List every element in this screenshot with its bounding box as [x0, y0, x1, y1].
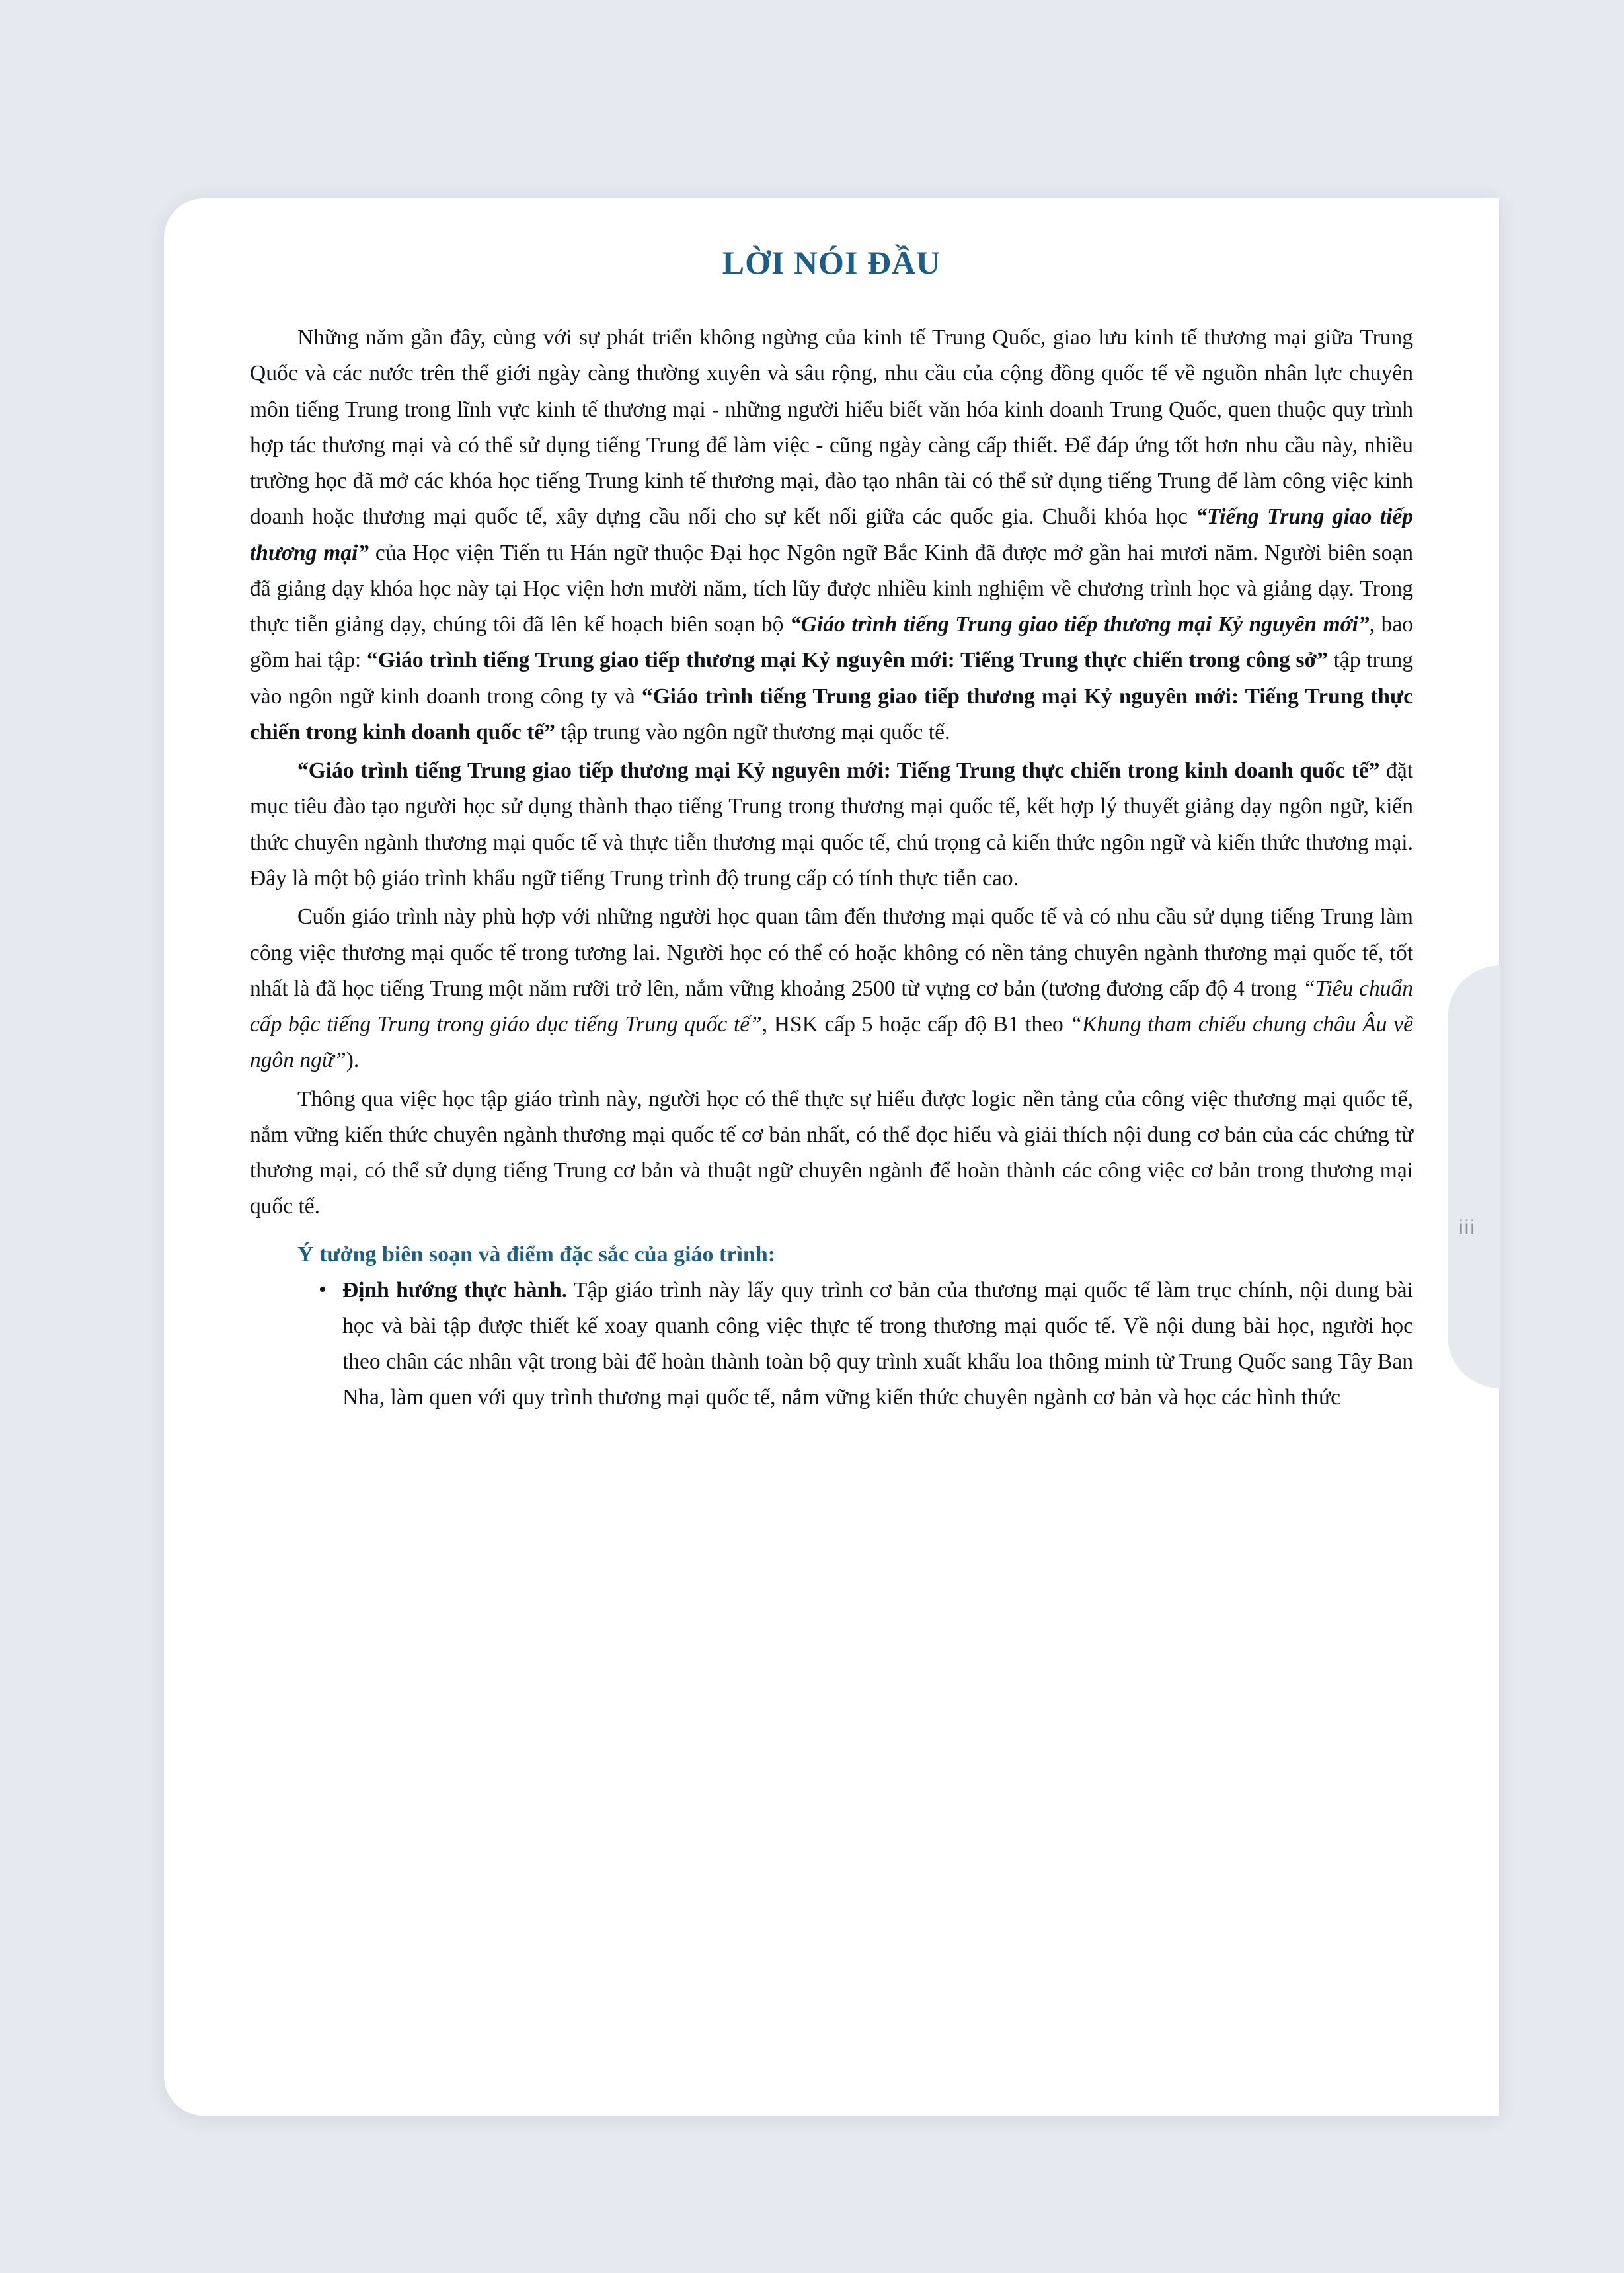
paragraph: “Giáo trình tiếng Trung giao tiếp thương mại Kỷ nguyên mới: Tiếng Trung thực chiến trong kinh doanh quốc tế” đặt mục tiêu đào tạo người học sử dụng thành thạo tiếng Trung trong thương mại quốc tế, kết hợp lý thuyết giảng dạy ngôn ngữ, kiến thức chuyên ngành thương mại quốc tế và thực tiễn thương mại quốc tế, chú trọng cả kiến thức ngôn ngữ và kiến thức thương mại. Đây là một bộ giáo trình khẩu ngữ tiếng Trung trình độ trung cấp có tính thực tiễn cao.	[250, 758, 1413, 891]
paragraph: Thông qua việc học tập giáo trình này, người học có thể thực sự hiểu được logic nền tảng của công việc thương mại quốc tế, nắm vững kiến thức chuyên ngành thương mại quốc tế cơ bản nhất, có thể đọc hiểu và giải thích nội dung cơ bản của các chứng từ thương mại, có thể sử dụng tiếng Trung cơ bản và thuật ngữ chuyên ngành để hoàn thành các công việc cơ bản trong thương mại quốc tế.	[250, 1086, 1413, 1219]
section-heading: Ý tưởng biên soạn và điểm đặc sắc của giáo trình:	[297, 1242, 776, 1267]
notch-top-fill	[1446, 919, 1499, 972]
list-item: • Định hướng thực hành. Tập giáo trình này lấy quy trình cơ bản của thương mại quốc tế làm trục chính, nội dung bài học và bài tập được thiết kế xoay quanh công việc thực tế trong thương mại quốc tế. Về nội dung bài học, người học theo chân các nhân vật trong bài để hoàn thành toàn bộ quy trình xuất khẩu loa thông minh từ Trung Quốc sang Tây Ban Nha, làm quen với quy trình thương mại quốc tế, nắm vững kiến thức chuyên ngành cơ bản và học các hình thức	[313, 1273, 1413, 1416]
paragraph: Những năm gần đây, cùng với sự phát triển không ngừng của kinh tế Trung Quốc, giao lưu kinh tế thương mại giữa Trung Quốc và các nước trên thế giới ngày càng thường xuyên và sâu rộng, nhu cầu của cộng đồng quốc tế về nguồn nhân lực chuyên môn tiếng Trung trong lĩnh vực kinh tế thương mại - những người hiểu biết văn hóa kinh doanh Trung Quốc, quen thuộc quy trình hợp tác thương mại và có thể sử dụng tiếng Trung để làm việc - cũng ngày càng cấp thiết. Để đáp ứng tốt hơn nhu cầu này, nhiều trường học đã mở các khóa học tiếng Trung kinh tế thương mại, đào tạo nhân tài có thể sử dụng tiếng Trung để làm công việc kinh doanh hoặc thương mại quốc tế, xây dựng cầu nối cho sự kết nối giữa các quốc gia. Chuỗi khóa học “Tiếng Trung giao tiếp thương mại” của Học viện Tiến tu Hán ngữ thuộc Đại học Ngôn ngữ Bắc Kinh đã được mở gần hai mươi năm. Người biên soạn đã giảng dạy khóa học này tại Học viện hơn mười năm, tích lũy được nhiều kinh nghiệm về chương trình học và giảng dạy. Trong thực tiễn giảng dạy, chúng tôi đã lên kế hoạch biên soạn bộ “Giáo trình tiếng Trung giao tiếp thương mại Kỷ nguyên mới”, bao gồm hai tập: “Giáo trình tiếng Trung giao tiếp thương mại Kỷ nguyên mới: Tiếng Trung thực chiến trong công sở” tập trung vào ngôn ngữ kinh doanh trong công ty và “Giáo trình tiếng Trung giao tiếp thương mại Kỷ nguyên mới: Tiếng Trung thực chiến trong kinh doanh quốc tế” tập trung vào ngôn ngữ thương mại quốc tế.	[250, 325, 1414, 744]
page-edge-notch	[1448, 965, 1500, 1388]
bullet-list	[250, 1273, 1413, 1416]
page-title: LỜI NÓI ĐẦU	[722, 244, 941, 281]
paragraph: Cuốn giáo trình này phù hợp với những người học quan tâm đến thương mại quốc tế và có nhu cầu sử dụng tiếng Trung làm công việc thương mại quốc tế trong tương lai. Người học có thể có hoặc không có nền tảng chuyên ngành thương mại quốc tế, tốt nhất là đã học tiếng Trung một năm rưỡi trở lên, nắm vững khoảng 2500 từ vựng cơ bản (tương đương cấp độ 4 trong “Tiêu chuẩn cấp bậc tiếng Trung trong giáo dục tiếng Trung quốc tế”, HSK cấp 5 hoặc cấp độ B1 theo “Khung tham chiếu chung châu Âu về ngôn ngữ”).	[250, 904, 1413, 1073]
page-number: iii	[1459, 1216, 1476, 1238]
document-page	[164, 198, 1499, 2116]
page-content	[250, 243, 1413, 1416]
